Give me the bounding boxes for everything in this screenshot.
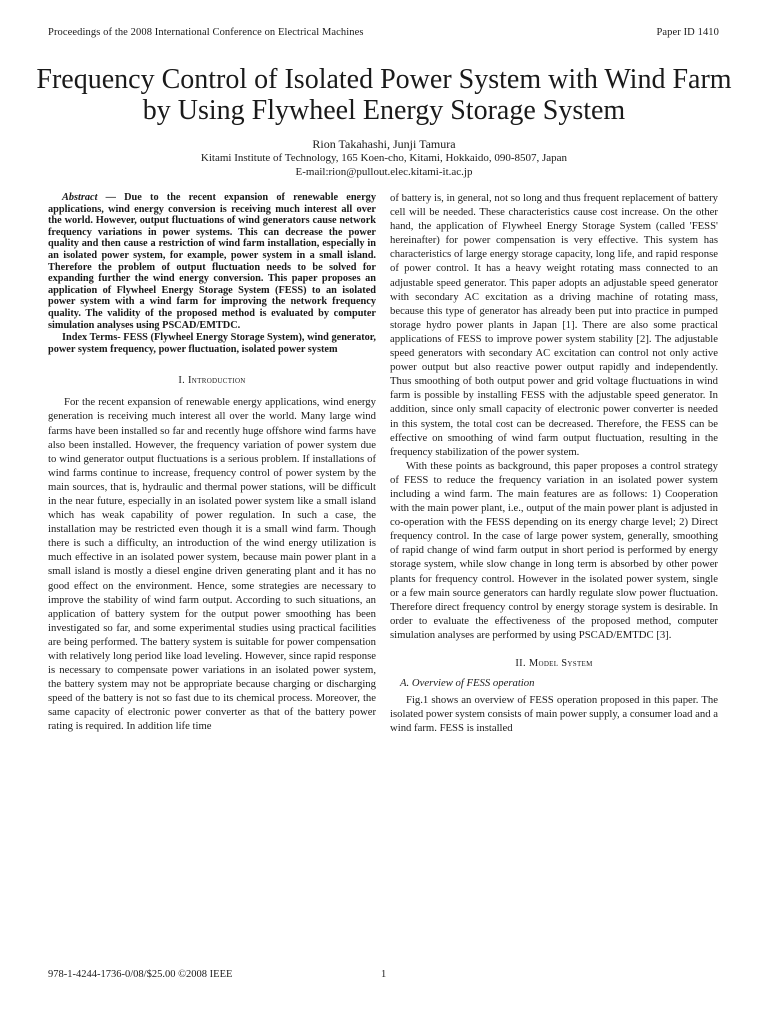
section-heading-introduction bbox=[48, 375, 376, 386]
body-paragraph: With these points as background, this paper proposes a control strategy of FESS to reduce the frequency variation in an isolated power system including a wind farm. The main features are as follows: 1) Cooperation with the main power plant, i.e., output of the main power plant is adjusted in co-operation with the FESS depending on its energy charge level; 2) Direct frequency control. In the case of large power system, generally, smoothing of rapid change of wind farm output in short period is performed by energy storage system, while slow change in long term is absorbed by other power plants for frequency control. However in the isolated power system, single or a few main source generators can hardly regulate slow power fluctuation. Therefore direct frequency control by energy storage system is desirable. In order to evaluate the effectiveness of the proposed method, computer simulation analyses are performed by using PSCAD/EMTDC [3]. bbox=[390, 459, 718, 641]
section-number: I. bbox=[178, 375, 186, 387]
body-paragraph: of battery is, in general, not so long and thus frequent replacement of battery cell will be needed. These characteristics cause cost increase. On the other hand, the application of Flywheel Energy Storage System (called 'FESS' hereinafter) for power compensation is very effective. This system has characteristics of large energy storage capacity, long life, and rapid response of power control. It has a heavy weight rotating mass connected to an adjustable speed generator. This paper adopts an adjustable speed generator with secondary AC excitation as a driving machine of rotating mass, because this type of generator has already been put into practice in pumped storage hydro power plants in Japan [1]. There are also some practical applications of FESS to improve power system stability [2]. The adjustable speed generators with secondary AC excitation can control not only active power output but also reactive power output rapidly and independently. Thus smoothing of both output power and grid voltage fluctuations in wind farm is possible by installing FESS with the adjustable speed generator. In addition, since only small capacity of electronic power converter is needed in this system, the total cost can be decreased. Therefore, the FESS can be effective on smoothing of wind farm output fluctuation, resulting in the frequency stabilization of the power system. bbox=[390, 192, 718, 458]
paper-title: Frequency Control of Isolated Power System with Wind Farm by Using Flywheel Energy Storage System bbox=[36, 64, 732, 126]
running-header-conference: Proceedings of the 2008 International Conference on Electrical Machines bbox=[48, 27, 364, 38]
body-paragraph: Fig.1 shows an overview of FESS operation proposed in this paper. The isolated power system consists of main power supply, a consumer load and a wind farm. FESS is installed bbox=[390, 694, 718, 735]
abstract-dash: — bbox=[97, 192, 125, 203]
affiliation: Kitami Institute of Technology, 165 Koen-cho, Kitami, Hokkaido, 090-8507, Japan bbox=[200, 152, 568, 164]
authors: Rion Takahashi, Junji Tamura bbox=[312, 137, 456, 151]
abstract bbox=[48, 192, 376, 331]
section-title: Introduction bbox=[188, 375, 246, 387]
abstract-text: Due to the recent expansion of renewable energy applications, wind energy conversion is receiving much interest all over the world. However, output fluctuations of wind generators cause network frequency variations in power systems. This can decrease the power quality and then cause a restriction of wind farm installation, especially in an isolated power system, for example, power system in a small island. Therefore the problem of output fluctuation needs to be solved for expanding further the wind energy conversion. This paper proposes an application of Flywheel Energy Storage System (FESS) to an isolated power system with a wind farm for improving the network frequency quality. The validity of the proposed method is evaluated by computer simulation analyses using PSCAD/EMTDC. bbox=[48, 192, 376, 331]
section-heading-model-system bbox=[390, 658, 718, 669]
section-number: II. bbox=[515, 658, 526, 669]
email-address: E-mail:rion@pullout.elec.kitami-it.ac.jp bbox=[295, 166, 473, 178]
subsection-heading: A. Overview of FESS operation bbox=[400, 677, 535, 689]
section-title: Model System bbox=[528, 658, 593, 669]
abstract-lead: Abstract bbox=[62, 192, 98, 203]
index-terms: Index Terms- FESS (Flywheel Energy Storage System), wind generator, power system frequency, power fluctuation, isolated power system bbox=[48, 332, 376, 355]
page-number: 1 bbox=[381, 969, 387, 980]
right-column bbox=[390, 191, 718, 735]
intro-paragraph: For the recent expansion of renewable energy applications, wind energy generation is receiving much interest all over the world. Many large wind farms have been installed so far and recently huge offshore wind farms have also been installed. However, the frequency variation of power system due to wind generator output fluctuations is a serious problem. If installations of wind farms continue to increase, frequency control of power system by the main sources, that is, hydraulic and thermal power stations, will be difficult in the near future, especially in an isolated power system like a small island which has weak capability of power regulation. In such a case, the installation may be restricted even though it is a small wind farm. Though there is such a difficulty, an introduction of the wind energy utilization is much effective in an isolated power system, because main power plant in a small island is mostly a diesel engine driven generating plant and it has no good effect on the environment. Hence, some strategies are necessary to improve the stability of wind farm output. According to such situations, an application of battery system for the output power smoothing has been investigated so far, and some experimental studies using practical facilities are being performed. The battery system is suitable for power compensation with relatively long period like load leveling. However, since rapid response is necessary to compensate power variations in an isolated power system, the battery system may not be appropriate because charging or discharging speed of the battery is not so fast due to its chemical process. Moreover, the same capacity of electronic power converter as that of the battery power rating is required. In addition life time bbox=[48, 396, 376, 733]
running-header-paper-id: Paper ID 1410 bbox=[656, 27, 719, 38]
left-column bbox=[48, 192, 376, 734]
copyright-footer: 978-1-4244-1736-0/08/$25.00 ©2008 IEEE bbox=[48, 969, 233, 980]
